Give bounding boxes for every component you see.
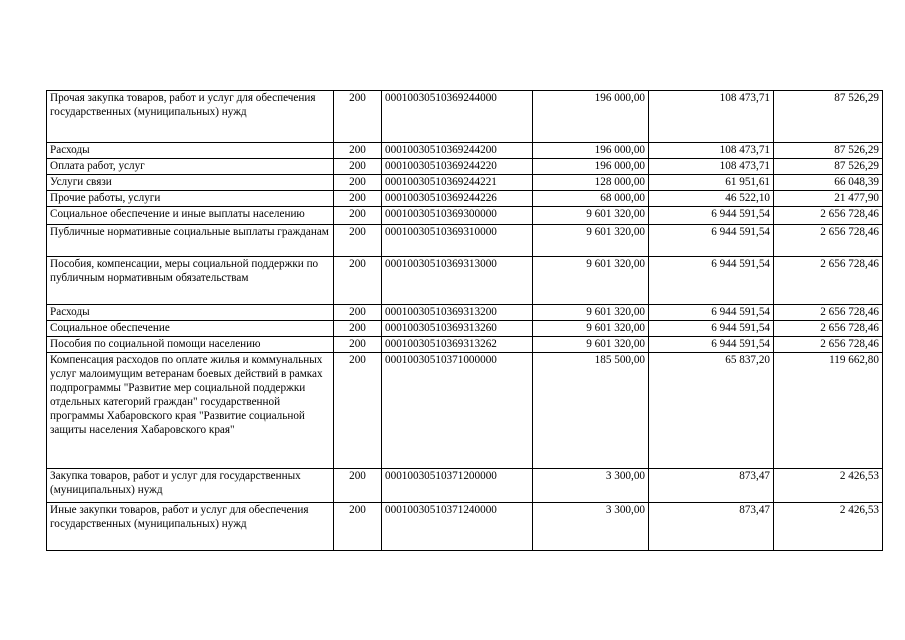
cell-executed: 6 944 591,54 [649, 225, 774, 257]
cell-approved: 196 000,00 [533, 143, 649, 159]
table-row [47, 469, 883, 503]
cell-approved: 3 300,00 [533, 469, 649, 503]
cell-line-code: 200 [334, 469, 382, 503]
cell-budget-code: 00010030510371200000 [382, 469, 533, 503]
cell-executed: 61 951,61 [649, 175, 774, 191]
cell-line-code: 200 [334, 503, 382, 551]
cell-executed: 108 473,71 [649, 91, 774, 143]
cell-budget-code: 00010030510371240000 [382, 503, 533, 551]
cell-budget-code: 00010030510369313200 [382, 305, 533, 321]
cell-line-code: 200 [334, 91, 382, 143]
cell-remaining: 2 656 728,46 [774, 305, 883, 321]
cell-remaining: 87 526,29 [774, 159, 883, 175]
cell-remaining: 2 656 728,46 [774, 207, 883, 225]
cell-remaining: 2 656 728,46 [774, 257, 883, 305]
cell-line-code: 200 [334, 225, 382, 257]
table-row [47, 321, 883, 337]
table-row [47, 159, 883, 175]
cell-approved: 196 000,00 [533, 159, 649, 175]
cell-line-code: 200 [334, 321, 382, 337]
budget-execution-table [46, 90, 883, 551]
cell-budget-code: 00010030510369300000 [382, 207, 533, 225]
cell-name: Социальное обеспечение и иные выплаты населению [47, 207, 334, 225]
cell-approved: 9 601 320,00 [533, 257, 649, 305]
table-row [47, 503, 883, 551]
cell-budget-code: 00010030510369313262 [382, 337, 533, 353]
cell-name: Расходы [47, 143, 334, 159]
cell-name: Пособия по социальной помощи населению [47, 337, 334, 353]
cell-name: Пособия, компенсации, меры социальной поддержки по публичным нормативным обязательствам [47, 257, 334, 305]
cell-budget-code: 00010030510371000000 [382, 353, 533, 469]
cell-budget-code: 00010030510369244220 [382, 159, 533, 175]
cell-budget-code: 00010030510369244200 [382, 143, 533, 159]
cell-remaining: 2 656 728,46 [774, 321, 883, 337]
cell-remaining: 21 477,90 [774, 191, 883, 207]
cell-name: Прочая закупка товаров, работ и услуг для обеспечения государственных (муниципальных) нужд [47, 91, 334, 143]
cell-name: Расходы [47, 305, 334, 321]
cell-budget-code: 00010030510369310000 [382, 225, 533, 257]
cell-approved: 128 000,00 [533, 175, 649, 191]
cell-name: Прочие работы, услуги [47, 191, 334, 207]
cell-remaining: 2 656 728,46 [774, 225, 883, 257]
cell-approved: 185 500,00 [533, 353, 649, 469]
cell-name: Социальное обеспечение [47, 321, 334, 337]
cell-executed: 6 944 591,54 [649, 207, 774, 225]
cell-line-code: 200 [334, 337, 382, 353]
cell-name: Оплата работ, услуг [47, 159, 334, 175]
cell-approved: 9 601 320,00 [533, 337, 649, 353]
table-row [47, 175, 883, 191]
cell-budget-code: 00010030510369313260 [382, 321, 533, 337]
cell-executed: 873,47 [649, 503, 774, 551]
cell-executed: 46 522,10 [649, 191, 774, 207]
table-row [47, 353, 883, 469]
cell-executed: 6 944 591,54 [649, 305, 774, 321]
cell-budget-code: 00010030510369244221 [382, 175, 533, 191]
cell-remaining: 66 048,39 [774, 175, 883, 191]
cell-approved: 196 000,00 [533, 91, 649, 143]
cell-remaining: 2 426,53 [774, 469, 883, 503]
cell-remaining: 119 662,80 [774, 353, 883, 469]
table-row [47, 91, 883, 143]
cell-name: Закупка товаров, работ и услуг для государственных (муниципальных) нужд [47, 469, 334, 503]
table-row [47, 225, 883, 257]
cell-executed: 6 944 591,54 [649, 337, 774, 353]
cell-approved: 9 601 320,00 [533, 305, 649, 321]
table-row [47, 337, 883, 353]
cell-approved: 9 601 320,00 [533, 207, 649, 225]
cell-line-code: 200 [334, 191, 382, 207]
table-row [47, 207, 883, 225]
cell-line-code: 200 [334, 175, 382, 191]
table-row [47, 257, 883, 305]
cell-line-code: 200 [334, 353, 382, 469]
cell-line-code: 200 [334, 207, 382, 225]
cell-approved: 9 601 320,00 [533, 225, 649, 257]
table-row [47, 143, 883, 159]
cell-line-code: 200 [334, 257, 382, 305]
cell-approved: 3 300,00 [533, 503, 649, 551]
cell-budget-code: 00010030510369244226 [382, 191, 533, 207]
cell-remaining: 87 526,29 [774, 91, 883, 143]
cell-approved: 9 601 320,00 [533, 321, 649, 337]
cell-budget-code: 00010030510369244000 [382, 91, 533, 143]
cell-remaining: 2 426,53 [774, 503, 883, 551]
cell-executed: 108 473,71 [649, 159, 774, 175]
cell-executed: 6 944 591,54 [649, 257, 774, 305]
cell-approved: 68 000,00 [533, 191, 649, 207]
cell-budget-code: 00010030510369313000 [382, 257, 533, 305]
cell-line-code: 200 [334, 143, 382, 159]
cell-name: Услуги связи [47, 175, 334, 191]
cell-name: Компенсация расходов по оплате жилья и коммунальных услуг малоимущим ветеранам боевых действий в рамках подпрограммы "Развитие мер социальной поддержки отдельных категорий граждан" государственной программы Хабаровского края "Развитие социальной защиты населения Хабаровского края" [47, 353, 334, 469]
table-body [47, 91, 883, 551]
cell-remaining: 2 656 728,46 [774, 337, 883, 353]
cell-remaining: 87 526,29 [774, 143, 883, 159]
cell-line-code: 200 [334, 159, 382, 175]
table-row [47, 305, 883, 321]
cell-name: Публичные нормативные социальные выплаты гражданам [47, 225, 334, 257]
cell-executed: 65 837,20 [649, 353, 774, 469]
cell-executed: 6 944 591,54 [649, 321, 774, 337]
cell-name: Иные закупки товаров, работ и услуг для обеспечения государственных (муниципальных) нужд [47, 503, 334, 551]
cell-executed: 873,47 [649, 469, 774, 503]
cell-executed: 108 473,71 [649, 143, 774, 159]
table-row [47, 191, 883, 207]
cell-line-code: 200 [334, 305, 382, 321]
